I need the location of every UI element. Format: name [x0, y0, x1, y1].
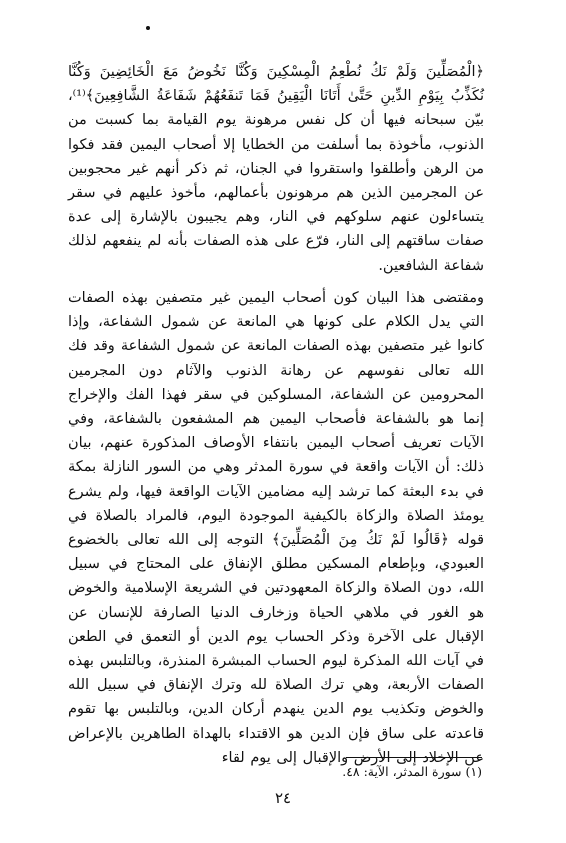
paragraph-1-text: ﴿الْمُصَلِّينَ وَلَمْ نَكُ نُطْعِمُ الْمِسْكِينَ وَكُنَّا نَخُوضُ مَعَ الْخَائِضِينَ وَكُنَّا نُكَذِّبُ بِيَوْمِ الدِّينِ حَتَّىٰ أَتَانَا الْيَقِينُ فَمَا تَنفَعُهُمْ شَفَاعَةُ الشَّافِعِينَ﴾⁽¹⁾، بيّن سبحانه فيها أن كل نفس مرهونة يوم القيامة بما كسبت من الذنوب، مأخوذة بما أسلفت من الخطايا إلا أصحاب اليمين فقد فكوا من الرهن وأطلقوا واستقروا في الجنان، ثم ذكر أنهم غير محجوبين عن المجرمين الذين هم مرهونون بأعمالهم، مأخوذ عليهم في سقر يتساءلون عنهم سلوكهم في النار، وهم يجيبون بالإشارة إلى عدة صفات ساقتهم إلى النار، فرّع على هذه الصفات بأنه لم ينفعهم لذلك شفاعة الشافعين.: [68, 64, 484, 274]
footnote: (١) سورة المدثر، الآية: ٤٨.: [342, 764, 482, 779]
paragraph-2-text: ومقتضى هذا البيان كون أصحاب اليمين غير متصفين بهذه الصفات التي يدل الكلام على كونها هي المانعة عن شمول الشفاعة، وإذا كانوا غير متصفين بهذه الصفات المانعة عن شمول الشفاعة وقد فك الله تعالى نفوسهم عن رهانة الذنوب والآثام دون المجرمين المحرومين عن الشفاعة، المسلوكين في سقر فهذا الفك والإخراج إنما هو بالشفاعة فأصحاب اليمين هم المشفعون بالشفاعة، وفي الآيات تعريف أصحاب اليمين بانتفاء الأوصاف المذكورة عنهم، بيان ذلك: أن الآيات واقعة في سورة المدثر وهي من السور النازلة بمكة في بدء البعثة كما ترشد إليه مضامين الآيات الواقعة فيها، ولم يشرع يومئذ الصلاة والزكاة بالكيفية الموجودة اليوم، فالمراد بالصلاة في قوله ﴿قَالُوا لَمْ نَكُ مِنَ الْمُصَلِّينَ﴾ التوجه إلى الله تعالى بالخضوع العبودي، وبإطعام المسكين مطلق الإنفاق على المحتاج في سبيل الله، دون الصلاة والزكاة المعهودتين في الشريعة الإسلامية والخوض هو الغور في ملاهي الحياة وزخارف الدنيا الصارفة للإنسان عن الإقبال على الآخرة وذكر الحساب يوم الدين أو التعمق في الطعن في آيات الله المذكرة ليوم الحساب المبشرة المنذرة، وبالتلبس بهذه الصفات الأربعة، وهي ترك الصلاة لله وترك الإنفاق في سبيل الله والخوض وتكذيب يوم الدين ينهدم أركان الدين، وبالتلبس بها تقوم قاعدته على ساق فإن الدين هو الاقتداء بالهداة الطاهرين بالإعراض عن الإخلاد إلى الأرض والإقبال إلى يوم لقاء: [68, 290, 484, 766]
page-number: ٢٤: [274, 789, 292, 807]
page-dot-mark: [146, 26, 150, 30]
footnote-separator: [346, 757, 482, 758]
paragraph-2: [68, 286, 484, 770]
paragraph-1: [68, 60, 484, 278]
